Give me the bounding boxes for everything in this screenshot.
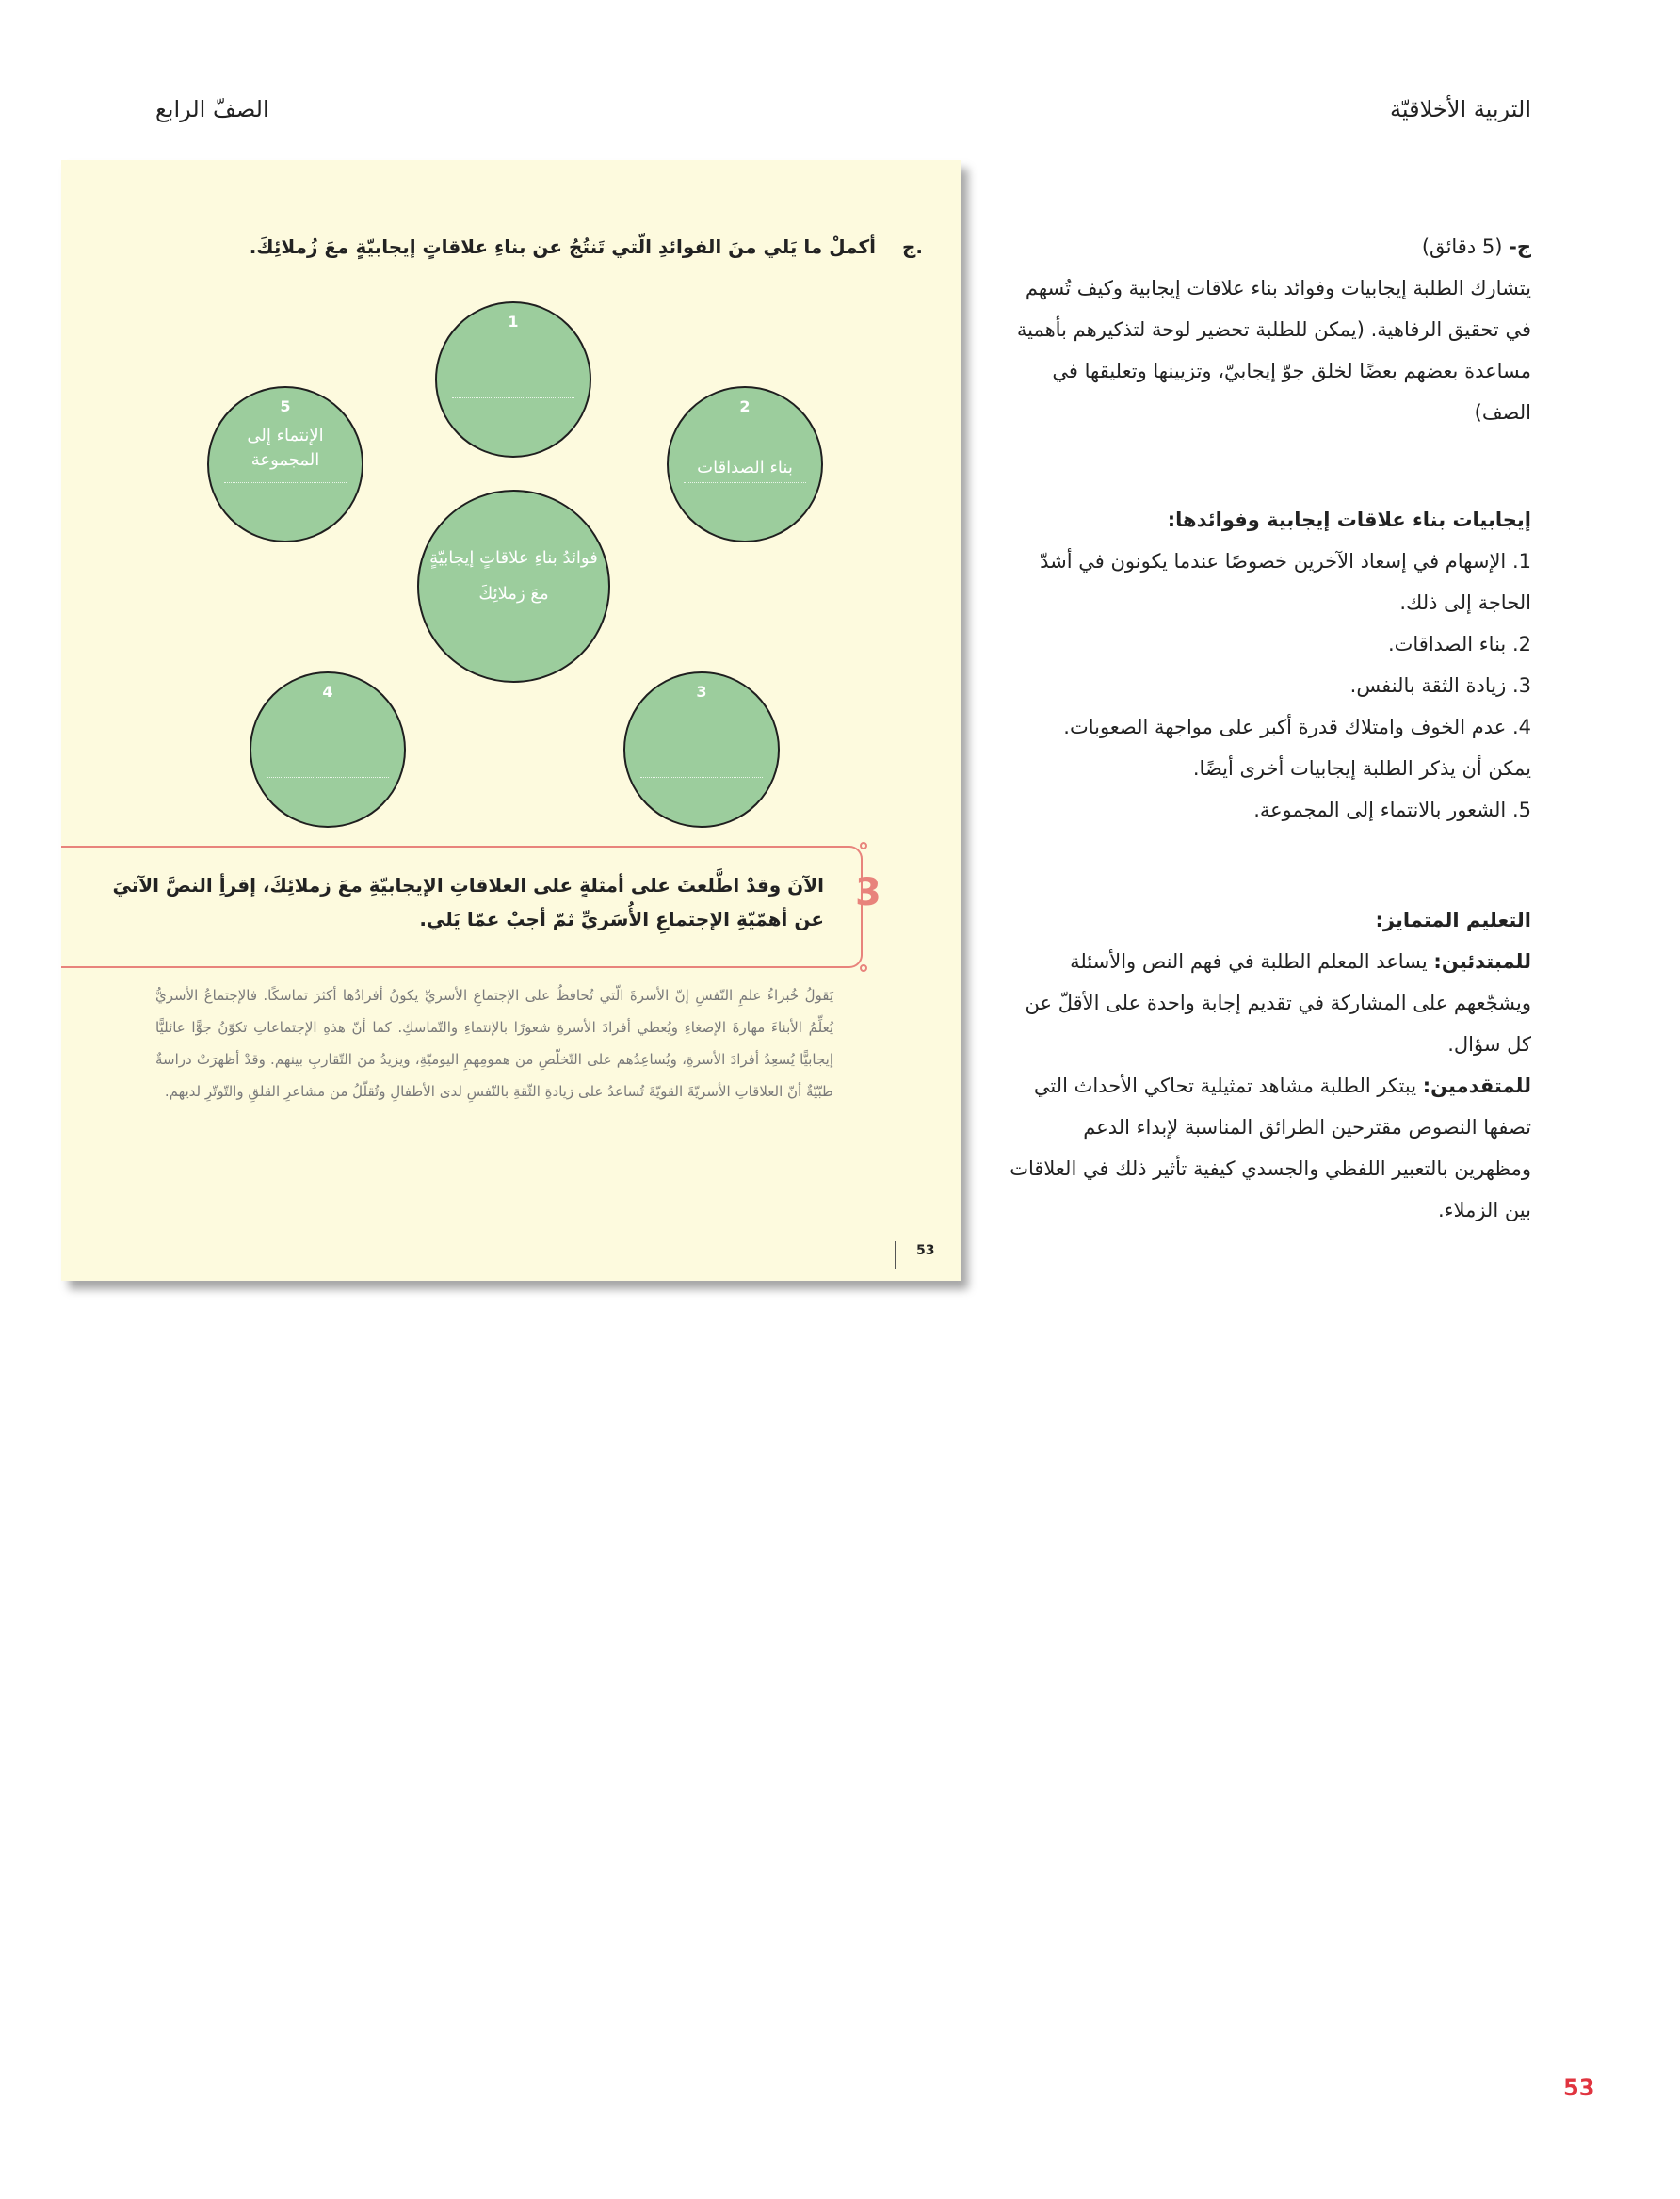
center-circle-label: فوائدُ بناءِ علاقاتٍ إيجابيّةٍ معَ زملائِكَ	[429, 548, 598, 604]
answer-line	[684, 482, 806, 483]
center-circle	[417, 490, 610, 683]
answer-line	[224, 482, 347, 483]
student-book-page	[61, 160, 961, 1281]
benefit-circle-3	[623, 671, 780, 828]
benefit-circle-5	[207, 386, 363, 542]
benefit-item: 3. زيادة الثقة بالنفس.	[1349, 674, 1531, 697]
beginners-text: يساعد المعلم الطلبة في فهم النص والأسئلة ويشجّعهم على المشاركة في تقديم إجابة واحدة على الأقلّ عن كل سؤال.	[1025, 950, 1531, 1056]
circle-number: 4	[322, 683, 333, 701]
reading-passage: يَقولُ خُبراءُ علمِ النّفسِ إنّ الأسرةَ الّتي تُحافظُ على الإجتماعِ الأسريِّ يكونُ أفرادُها أكثرَ تماسكًا. فالإجتماعُ الأسريُّ يُعلِّمُ الأبناءَ مهارةَ الإصغاءِ ويُعطي أفرادَ الأسرةِ شعورًا بالإنتماءِ والتّماسكِ. كما أنّ هذهِ الإجتماعاتِ تكوّنُ جوًّا عائليًّا إيجابيًّا يُسعِدُ أفرادَ الأسرةِ، ويُساعِدُهم على التّخلّصِ من همومِهمِ اليوميّةِ، ويزيدُ منَ التّقاربِ بينهم. وقدْ أظهرَتْ دراسةٌ طبّيّةٌ أنّ العلاقاتِ الأسريّةَ القويّةَ تُساعدُ على زيادةِ الثّقةِ بالنّفسِ لدى الأطفالِ وتُقلّلُ من مشاعرِ القلقِ والتّوتّرِ لديهم.	[155, 987, 833, 1100]
advanced-note	[1004, 1065, 1531, 1231]
teacher-notes-part-c	[1004, 226, 1531, 433]
benefit-item: 2. بناء الصداقات.	[1387, 633, 1531, 655]
section-3-number: 3	[855, 871, 881, 914]
benefit-circle-4	[250, 671, 406, 828]
answer-line	[452, 397, 574, 398]
circle-text: بناء الصداقات	[697, 458, 793, 477]
header-grade: الصفّ الرابع	[155, 96, 269, 122]
benefit-circle-2	[667, 386, 823, 542]
answer-line	[267, 777, 389, 778]
benefits-heading: إيجابيات بناء علاقات إيجابية وفوائدها:	[1167, 509, 1531, 531]
answer-line	[640, 777, 763, 778]
circle-number: 1	[508, 313, 519, 331]
book-page-number: 53	[916, 1243, 935, 1258]
beginners-note	[1004, 941, 1531, 1065]
benefit-item: 5. الشعور بالانتماء إلى المجموعة.	[1253, 799, 1531, 821]
beginners-label: للمبتدئين:	[1433, 950, 1531, 973]
page-number: 53	[1563, 2075, 1595, 2101]
frame-dot	[860, 964, 867, 972]
benefit-note: يمكن أن يذكر الطلبة إيجابيات أخرى أيضًا.	[1192, 757, 1531, 780]
circle-number: 3	[696, 683, 707, 701]
folio-divider	[895, 1241, 896, 1269]
circle-number: 5	[280, 397, 291, 415]
part-c-duration: (5 دقائق)	[1421, 235, 1503, 258]
teacher-notes-differentiation	[1004, 899, 1531, 1231]
benefit-item: 4. عدم الخوف وامتلاك قدرة أكبر على مواجهة الصعوبات.	[1063, 716, 1531, 738]
teacher-notes-benefits	[1004, 499, 1531, 831]
advanced-label: للمتقدمين:	[1422, 1075, 1531, 1097]
header-subject: التربية الأخلاقيّة	[1390, 96, 1531, 122]
advanced-text: يبتكر الطلبة مشاهد تمثيلية تحاكي الأحداث التي تصفها النصوص مقترحين الطرائق المناسبة لإبداء الدعم ومظهرين بالتعبير اللفظي والجسدي كيفية تأثير ذلك في العلاقات بين الزملاء.	[1010, 1075, 1531, 1221]
benefit-item: 1. الإسهام في إسعاد الآخرين خصوصًا عندما يكونون في أشدّ الحاجة إلى ذلك.	[1040, 550, 1531, 614]
frame-dot	[860, 842, 867, 849]
part-c-heading: ج-	[1509, 235, 1531, 258]
benefit-circle-1	[435, 301, 591, 458]
question-instruction: أكملْ ما يَلي منَ الفوائدِ الّتي تَنتُجُ عن بناءِ علاقاتٍ إيجابيّةٍ معَ زُملائِكَ.	[249, 235, 876, 258]
section-3-instruction: الآنَ وقدْ اطَّلعتَ على أمثلةٍ على العلاقاتِ الإيجابيّةِ معَ زملائِكَ، إقرأِ النصَّ الآتيَ عن أهمّيّةِ الإجتماعِ الأُسَريِّ ثمّ أجبْ عمّا يَلي.	[112, 874, 824, 930]
circle-number: 2	[739, 397, 751, 415]
differentiation-heading: التعليم المتمايز:	[1375, 909, 1531, 931]
circle-text: الإنتماء إلى المجموعة	[247, 426, 324, 470]
part-c-body: يتشارك الطلبة إيجابيات وفوائد بناء علاقات إيجابية وكيف تُسهم في تحقيق الرفاهية. (يمكن للطلبة تحضير لوحة لتذكيرهم بأهمية مساعدة بعضهم بعضًا لخلق جوّ إيجابيّ، وتزيينها وتعليقها في الصف)	[1016, 277, 1531, 424]
question-letter: ج.	[901, 235, 923, 258]
